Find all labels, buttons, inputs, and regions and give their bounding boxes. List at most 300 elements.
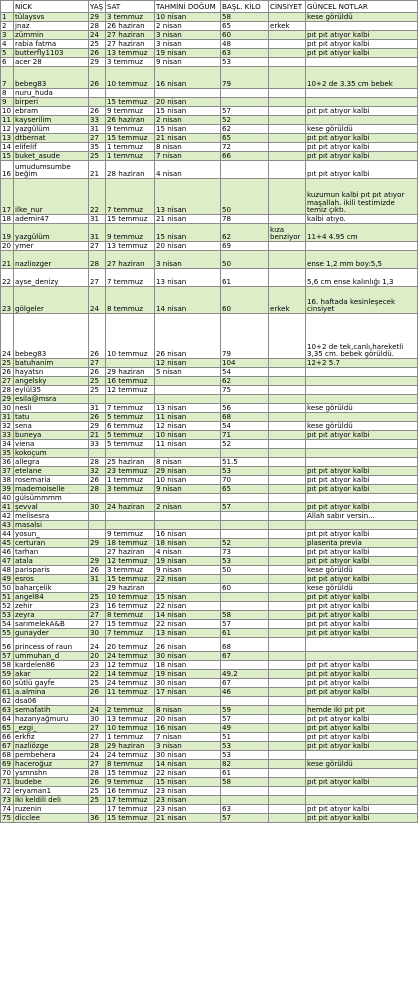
cell-row-number: 65 [1, 724, 14, 733]
cell-age: 21 [89, 161, 106, 179]
cell-age: 36 [89, 814, 106, 823]
cell-row-number: 39 [1, 485, 14, 494]
cell-sat [106, 512, 155, 521]
cell-row-number: 29 [1, 395, 14, 404]
cell-notes: kese görüldü [306, 125, 418, 134]
cell-start-weight: 79 [221, 67, 269, 89]
cell-gender [269, 143, 306, 152]
cell-sat: 12 temmuz [106, 557, 155, 566]
cell-sat: 28 haziran [106, 161, 155, 179]
cell-start-weight [221, 593, 269, 602]
cell-notes: 12+2 5.7 [306, 359, 418, 368]
cell-sat: 6 temmuz [106, 422, 155, 431]
cell-gender [269, 787, 306, 796]
cell-notes: pıt pıt atıyor kalbi [306, 724, 418, 733]
cell-gender [269, 251, 306, 269]
cell-row-number: 71 [1, 778, 14, 787]
cell-notes: pıt pıt atıyor kalbi [306, 742, 418, 751]
cell-row-number: 74 [1, 805, 14, 814]
cell-gender [269, 751, 306, 760]
cell-sat: 3 temmuz [106, 566, 155, 575]
table-row [1, 143, 418, 152]
cell-row-number: 19 [1, 224, 14, 242]
cell-nick: masalsi [14, 521, 89, 530]
cell-start-weight [221, 575, 269, 584]
cell-sat: 13 temmuz [106, 242, 155, 251]
cell-due-date: 12 nisan [155, 359, 221, 368]
cell-row-number: 66 [1, 733, 14, 742]
cell-sat: 1 temmuz [106, 143, 155, 152]
table-row [1, 557, 418, 566]
cell-start-weight [221, 161, 269, 179]
cell-start-weight: 65 [221, 134, 269, 143]
cell-due-date: 20 nisan [155, 98, 221, 107]
cell-sat: 15 temmuz [106, 215, 155, 224]
cell-gender [269, 796, 306, 805]
cell-notes [306, 652, 418, 661]
cell-due-date: 9 nisan [155, 566, 221, 575]
cell-notes: pıt pıt atıyor kalbi [306, 575, 418, 584]
cell-nick: ummuhan_d [14, 652, 89, 661]
table-row [1, 31, 418, 40]
cell-nick: baharçelik [14, 584, 89, 593]
cell-nick: ebram [14, 107, 89, 116]
cell-gender [269, 620, 306, 629]
cell-notes: kese görüldü [306, 422, 418, 431]
cell-row-number: 16 [1, 161, 14, 179]
table-row [1, 125, 418, 134]
table-row [1, 620, 418, 629]
cell-row-number: 2 [1, 22, 14, 31]
cell-nick: esila@msra [14, 395, 89, 404]
cell-nick: sarımelekA&B [14, 620, 89, 629]
cell-gender [269, 440, 306, 449]
cell-age: 25 [89, 40, 106, 49]
cell-gender [269, 512, 306, 521]
cell-nick: allegra [14, 458, 89, 467]
cell-gender [269, 377, 306, 386]
cell-row-number: 18 [1, 215, 14, 224]
cell-age [89, 395, 106, 404]
cell-due-date: 12 nisan [155, 422, 221, 431]
cell-row-number: 61 [1, 688, 14, 697]
cell-row-number: 38 [1, 476, 14, 485]
cell-notes [306, 638, 418, 652]
cell-sat: 20 temmuz [106, 638, 155, 652]
cell-sat: 25 haziran [106, 458, 155, 467]
cell-start-weight [221, 494, 269, 503]
cell-row-number: 23 [1, 287, 14, 314]
cell-age [89, 521, 106, 530]
table-row [1, 251, 418, 269]
cell-sat: 9 temmuz [106, 530, 155, 539]
cell-gender [269, 814, 306, 823]
table-row [1, 152, 418, 161]
table-row [1, 431, 418, 440]
cell-notes [306, 377, 418, 386]
cell-sat: 27 haziran [106, 548, 155, 557]
cell-notes [306, 22, 418, 31]
cell-notes: pıt pıt atıyor kalbi [306, 814, 418, 823]
cell-row-number: 28 [1, 386, 14, 395]
cell-age: 27 [89, 242, 106, 251]
cell-age: 23 [89, 661, 106, 670]
cell-start-weight: 69 [221, 242, 269, 251]
cell-start-weight: 78 [221, 215, 269, 224]
cell-due-date [155, 584, 221, 593]
cell-nick: jnaz [14, 22, 89, 31]
cell-start-weight: 49 [221, 724, 269, 733]
cell-age: 25 [89, 679, 106, 688]
cell-due-date: 20 nisan [155, 715, 221, 724]
cell-nick: viena [14, 440, 89, 449]
cell-age: 25 [89, 386, 106, 395]
table-row [1, 611, 418, 620]
cell-sat: 5 temmuz [106, 431, 155, 440]
table-row [1, 404, 418, 413]
cell-start-weight: 62 [221, 125, 269, 134]
cell-nick: yosun_ [14, 530, 89, 539]
cell-start-weight: 48 [221, 40, 269, 49]
cell-due-date: 26 nisan [155, 314, 221, 359]
cell-sat: 7 temmuz [106, 629, 155, 638]
cell-nick: ilke_nur [14, 179, 89, 215]
cell-due-date: 17 nisan [155, 688, 221, 697]
cell-gender [269, 116, 306, 125]
cell-notes: pıt pıt atıyor kalbi [306, 31, 418, 40]
cell-nick: princess of raun [14, 638, 89, 652]
cell-gender [269, 611, 306, 620]
cell-age: 31 [89, 224, 106, 242]
cell-row-number: 40 [1, 494, 14, 503]
cell-gender [269, 724, 306, 733]
table-row [1, 751, 418, 760]
header-row-number [1, 1, 14, 13]
cell-nick: nazliozger [14, 251, 89, 269]
cell-notes: kese görüldü [306, 404, 418, 413]
cell-sat [106, 395, 155, 404]
cell-start-weight [221, 661, 269, 670]
cell-row-number: 6 [1, 58, 14, 67]
cell-row-number: 8 [1, 89, 14, 98]
cell-sat: 15 temmuz [106, 98, 155, 107]
cell-due-date: 11 nisan [155, 440, 221, 449]
cell-row-number: 53 [1, 611, 14, 620]
cell-age [89, 512, 106, 521]
cell-start-weight: 54 [221, 368, 269, 377]
table-row [1, 733, 418, 742]
cell-sat: 9 temmuz [106, 224, 155, 242]
cell-sat [106, 449, 155, 458]
cell-row-number: 27 [1, 377, 14, 386]
table-row [1, 521, 418, 530]
cell-due-date: 23 nisan [155, 787, 221, 796]
cell-start-weight: 51.5 [221, 458, 269, 467]
table-row [1, 593, 418, 602]
cell-nick: tarhan [14, 548, 89, 557]
cell-nick: sena [14, 422, 89, 431]
cell-row-number: 36 [1, 458, 14, 467]
table-row [1, 566, 418, 575]
cell-row-number: 70 [1, 769, 14, 778]
cell-sat: 13 temmuz [106, 715, 155, 724]
cell-notes: pıt pıt atıyor kalbi [306, 602, 418, 611]
cell-gender: erkek [269, 287, 306, 314]
cell-start-weight: 62 [221, 224, 269, 242]
cell-sat: 7 temmuz [106, 179, 155, 215]
cell-notes [306, 89, 418, 98]
cell-age: 22 [89, 670, 106, 679]
cell-nick: yazgülüm [14, 224, 89, 242]
cell-nick: tülaysvs [14, 13, 89, 22]
cell-start-weight: 54 [221, 422, 269, 431]
table-row [1, 602, 418, 611]
cell-row-number: 9 [1, 98, 14, 107]
cell-due-date: 15 nisan [155, 125, 221, 134]
cell-age: 25 [89, 787, 106, 796]
header-sat: SAT [106, 1, 155, 13]
cell-nick: hayatsn [14, 368, 89, 377]
cell-gender [269, 467, 306, 476]
cell-age: 29 [89, 557, 106, 566]
header-due-date: TAHMİNİ DOĞUM [155, 1, 221, 13]
cell-sat: 3 temmuz [106, 485, 155, 494]
cell-row-number: 7 [1, 67, 14, 89]
cell-row-number: 54 [1, 620, 14, 629]
table-row [1, 584, 418, 593]
cell-row-number: 47 [1, 557, 14, 566]
cell-row-number: 10 [1, 107, 14, 116]
cell-notes: hemde iki pıt pıt [306, 706, 418, 715]
table-row [1, 449, 418, 458]
cell-nick: erkfiz [14, 733, 89, 742]
cell-sat: 15 temmuz [106, 134, 155, 143]
cell-row-number: 50 [1, 584, 14, 593]
cell-gender [269, 431, 306, 440]
cell-row-number: 43 [1, 521, 14, 530]
cell-row-number: 24 [1, 314, 14, 359]
cell-age: 28 [89, 485, 106, 494]
cell-notes: kese görüldü [306, 760, 418, 769]
cell-gender [269, 125, 306, 134]
cell-row-number: 22 [1, 269, 14, 287]
cell-gender [269, 548, 306, 557]
cell-start-weight: 53 [221, 557, 269, 566]
cell-gender: kıza benziyor [269, 224, 306, 242]
cell-notes [306, 413, 418, 422]
cell-age: 27 [89, 611, 106, 620]
cell-gender [269, 413, 306, 422]
cell-age: 23 [89, 602, 106, 611]
cell-gender [269, 503, 306, 512]
cell-nick: umudumsumbe beğim [14, 161, 89, 179]
cell-notes [306, 521, 418, 530]
cell-due-date: 22 nisan [155, 602, 221, 611]
cell-due-date: 3 nisan [155, 40, 221, 49]
cell-row-number: 15 [1, 152, 14, 161]
cell-notes: pıt pıt atıyor kalbi [306, 548, 418, 557]
cell-due-date: 7 nisan [155, 152, 221, 161]
cell-sat: 10 temmuz [106, 593, 155, 602]
cell-due-date [155, 449, 221, 458]
table-row [1, 629, 418, 638]
cell-due-date: 13 nisan [155, 179, 221, 215]
cell-sat: 9 temmuz [106, 125, 155, 134]
cell-start-weight: 67 [221, 652, 269, 661]
cell-notes [306, 98, 418, 107]
cell-age: 29 [89, 422, 106, 431]
cell-gender [269, 152, 306, 161]
cell-gender [269, 706, 306, 715]
cell-due-date: 5 nisan [155, 368, 221, 377]
cell-nick: gülsümmmm [14, 494, 89, 503]
cell-gender [269, 494, 306, 503]
cell-start-weight: 104 [221, 359, 269, 368]
cell-nick: esros [14, 575, 89, 584]
cell-nick: etelane [14, 467, 89, 476]
cell-age: 24 [89, 706, 106, 715]
cell-start-weight: 52 [221, 539, 269, 548]
cell-row-number: 44 [1, 530, 14, 539]
cell-sat: 9 temmuz [106, 107, 155, 116]
cell-start-weight: 62 [221, 377, 269, 386]
cell-due-date: 22 nisan [155, 769, 221, 778]
cell-notes [306, 769, 418, 778]
cell-sat: 29 haziran [106, 368, 155, 377]
table-row [1, 805, 418, 814]
cell-nick: sütlü gayfe [14, 679, 89, 688]
cell-nick: melisesra [14, 512, 89, 521]
cell-start-weight [221, 697, 269, 706]
cell-due-date: 23 nisan [155, 805, 221, 814]
cell-age: 27 [89, 134, 106, 143]
cell-gender [269, 652, 306, 661]
table-row [1, 787, 418, 796]
cell-due-date: 3 nisan [155, 251, 221, 269]
cell-sat: 18 temmuz [106, 539, 155, 548]
cell-row-number: 69 [1, 760, 14, 769]
table-row [1, 778, 418, 787]
cell-gender [269, 629, 306, 638]
cell-start-weight: 52 [221, 116, 269, 125]
cell-sat: 16 temmuz [106, 377, 155, 386]
cell-row-number: 26 [1, 368, 14, 377]
cell-gender [269, 386, 306, 395]
cell-start-weight: 53 [221, 742, 269, 751]
cell-notes: 10+2 de 3.35 cm bebek [306, 67, 418, 89]
table-row [1, 269, 418, 287]
cell-sat: 26 haziran [106, 22, 155, 31]
cell-gender [269, 58, 306, 67]
cell-age: 28 [89, 251, 106, 269]
cell-notes: pıt pıt atıyor kalbi [306, 431, 418, 440]
cell-nick: mademoiselle [14, 485, 89, 494]
cell-notes: kalbi atıyo. [306, 215, 418, 224]
cell-start-weight: 51 [221, 733, 269, 742]
cell-start-weight [221, 602, 269, 611]
cell-age: 30 [89, 503, 106, 512]
cell-nick: butterfly1103 [14, 49, 89, 58]
cell-start-weight: 65 [221, 22, 269, 31]
cell-start-weight: 50 [221, 566, 269, 575]
cell-nick: acer 28 [14, 58, 89, 67]
cell-nick: a.almina [14, 688, 89, 697]
cell-start-weight: 79 [221, 314, 269, 359]
cell-nick: yazgülüm [14, 125, 89, 134]
cell-sat: 12 temmuz [106, 661, 155, 670]
cell-due-date [155, 512, 221, 521]
cell-sat: 29 haziran [106, 742, 155, 751]
cell-age: 27 [89, 620, 106, 629]
cell-due-date: 9 nisan [155, 58, 221, 67]
table-row [1, 422, 418, 431]
cell-notes: pıt pıt atıyor kalbi [306, 49, 418, 58]
cell-age: 25 [89, 796, 106, 805]
table-row [1, 179, 418, 215]
cell-age: 29 [89, 13, 106, 22]
cell-start-weight [221, 512, 269, 521]
cell-nick: ymer [14, 242, 89, 251]
cell-start-weight: 59 [221, 706, 269, 715]
cell-age: 27 [89, 269, 106, 287]
table-row [1, 287, 418, 314]
cell-due-date: 22 nisan [155, 620, 221, 629]
table-row [1, 458, 418, 467]
cell-start-weight [221, 521, 269, 530]
cell-sat [106, 359, 155, 368]
table-row [1, 89, 418, 98]
table-row [1, 116, 418, 125]
cell-gender [269, 679, 306, 688]
cell-row-number: 46 [1, 548, 14, 557]
cell-sat: 24 temmuz [106, 679, 155, 688]
cell-due-date: 8 nisan [155, 706, 221, 715]
cell-nick: budebe [14, 778, 89, 787]
table-row [1, 22, 418, 31]
cell-age: 32 [89, 467, 106, 476]
cell-sat: 5 temmuz [106, 440, 155, 449]
cell-row-number: 25 [1, 359, 14, 368]
cell-due-date: 13 nisan [155, 269, 221, 287]
cell-due-date: 15 nisan [155, 224, 221, 242]
cell-due-date: 26 nisan [155, 638, 221, 652]
cell-notes: Allah sabır versin... [306, 512, 418, 521]
cell-row-number: 11 [1, 116, 14, 125]
cell-sat: 15 temmuz [106, 769, 155, 778]
cell-nick: buneya [14, 431, 89, 440]
cell-start-weight: 75 [221, 386, 269, 395]
table-row [1, 98, 418, 107]
cell-start-weight: 58 [221, 778, 269, 787]
cell-age [89, 449, 106, 458]
cell-age: 29 [89, 58, 106, 67]
cell-notes: pıt pıt atıyor kalbi [306, 661, 418, 670]
cell-sat: 1 temmuz [106, 476, 155, 485]
cell-due-date: 16 nisan [155, 530, 221, 539]
table-row [1, 40, 418, 49]
cell-notes: kese görüldü [306, 566, 418, 575]
cell-age: 26 [89, 566, 106, 575]
cell-start-weight: 50 [221, 179, 269, 215]
cell-start-weight: 61 [221, 269, 269, 287]
cell-due-date: 22 nisan [155, 575, 221, 584]
cell-row-number: 52 [1, 602, 14, 611]
cell-age: 26 [89, 688, 106, 697]
cell-start-weight: 60 [221, 31, 269, 40]
cell-sat: 11 temmuz [106, 688, 155, 697]
cell-age: 24 [89, 31, 106, 40]
cell-row-number: 33 [1, 431, 14, 440]
